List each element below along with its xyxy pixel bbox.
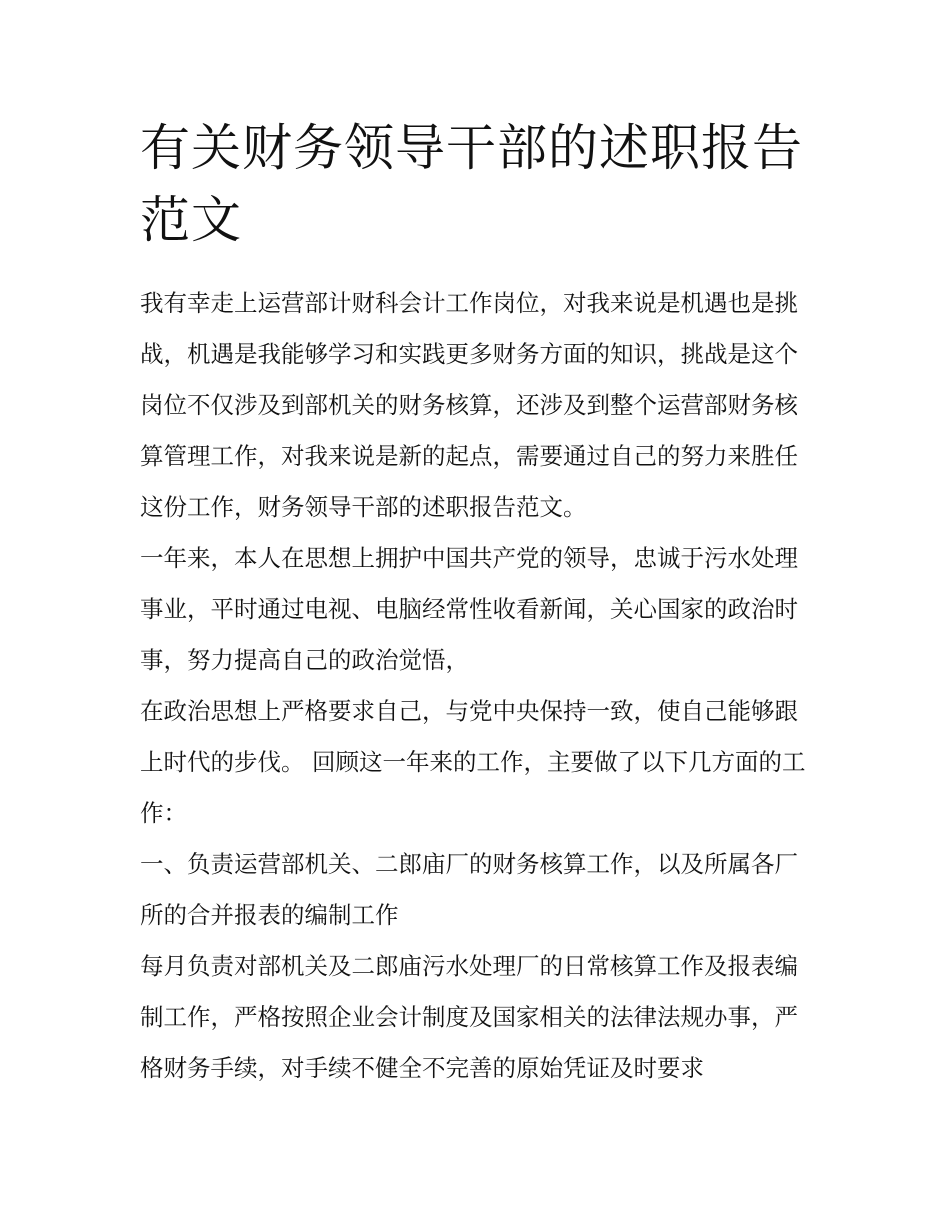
paragraph-political-thought: 一年来，本人在思想上拥护中国共产党的领导，忠诚于污水处理事业，平时通过电视、电脑经常性收看新闻，关心国家的政治时事，努力提高自己的政治觉悟， xyxy=(140,544,798,674)
section-heading-one: 一、负责运营部机关、二郎庙厂的财务核算工作，以及所属各厂所的合并报表的编制工作 xyxy=(140,850,798,929)
document-title: 有关财务领导干部的述职报告范文 xyxy=(140,119,803,249)
document-page xyxy=(140,112,820,1094)
paragraph-political-requirements: 在政治思想上严格要求自己，与党中央保持一致，使自己能够跟上时代的步伐。 回顾这一年来的工作，主要做了以下几方面的工作： xyxy=(140,697,806,827)
document-body xyxy=(140,278,820,1094)
paragraph-monthly-accounting: 每月负责对部机关及二郎庙污水处理厂的日常核算工作及报表编制工作，严格按照企业会计制度及国家相关的法律法规办事，严格财务手续，对手续不健全不完善的原始凭证及时要求 xyxy=(140,952,798,1082)
paragraph-intro: 我有幸走上运营部计财科会计工作岗位，对我来说是机遇也是挑战，机遇是我能够学习和实践更多财务方面的知识，挑战是这个岗位不仅涉及到部机关的财务核算，还涉及到整个运营部财务核算管理工作，对我来说是新的起点，需要通过自己的努力来胜任这份工作，财务领导干部的述职报告范文。 xyxy=(140,289,798,521)
